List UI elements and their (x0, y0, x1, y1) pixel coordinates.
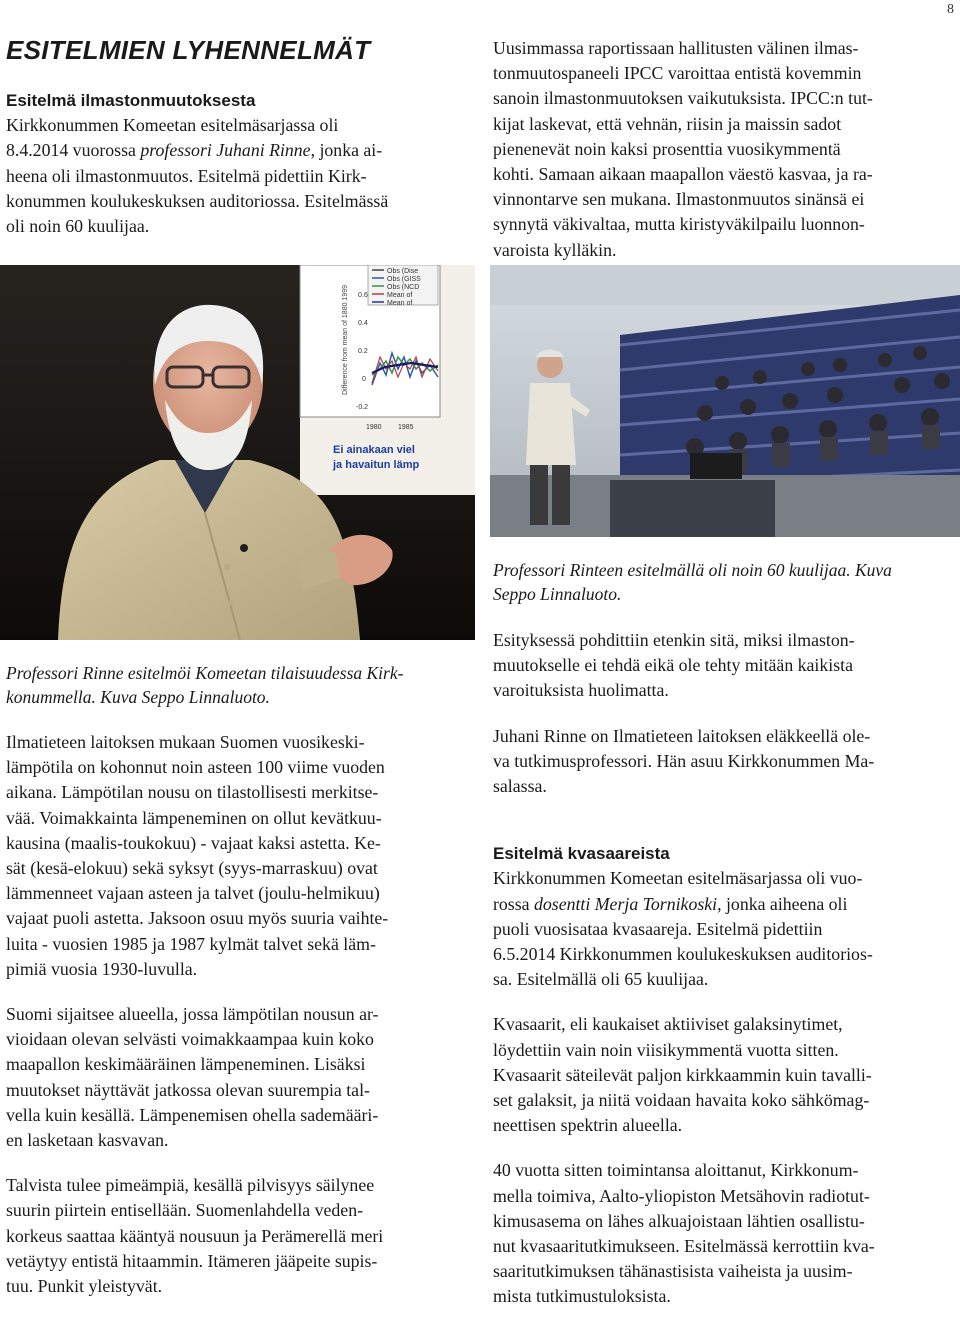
text-line: lämmenneet vajaan asteen ja talvet (joulu-helmikuu) (6, 883, 380, 904)
text-line: heena oli ilmastonmuutos. Esitelmä pidettiin Kirk- (6, 165, 367, 186)
slide-caption-line: Ei ainakaan viel (333, 444, 415, 456)
text-line: Talvista tulee pimeämpiä, kesällä pilvisyys säilynee (6, 1175, 375, 1196)
speaker-name: professori Juhani Rinne (140, 140, 311, 161)
text-line: tonmuutospaneeli IPCC varoittaa entistä kovemmin (493, 63, 862, 84)
text-line: konummen koulukeskuksen auditoriossa. Esitelmässä (6, 190, 389, 211)
text-line: Suomi sijaitsee alueella, jossa lämpötilan nousun ar- (6, 1004, 379, 1025)
audience-photo-caption: Professori Rinteen esitelmällä oli noin 60 kuulijaa. Kuva Seppo Linnaluoto. (493, 560, 892, 604)
text-line: kausina (maalis-toukokuu) - vajaat kaksi astetta. Ke- (6, 832, 381, 853)
subheading-quasar-talk: Esitelmä kvasaareista (493, 844, 670, 864)
text-line: suurin piirtein entisellään. Suomenlahdella veden- (6, 1200, 364, 1221)
text-line: en lasketaan kasvavan. (6, 1130, 169, 1151)
text-line: vinnontarve sen mukana. Ilmastonmuutos sinänsä ei (493, 189, 865, 210)
text-line: kohti. Samaan aikaan maapallon väestö kasvaa, ja ra- (493, 164, 873, 185)
slide-y-tick: -0.2 (356, 404, 369, 411)
text-line: pimiä vuosia 1930-luvulla. (6, 958, 198, 979)
text-line: Kirkkonummen Komeetan esitelmäsarjassa oli (6, 115, 339, 136)
subheading-climate-talk: Esitelmä ilmastonmuutoksesta (6, 91, 256, 110)
slide-legend-item: Obs (NCD (387, 284, 420, 291)
text-line: vetäytyy entistä hitaammin. Itämeren jääpeite supis- (6, 1250, 378, 1271)
speaker-bio-paragraph (493, 724, 955, 800)
text-line: aikana. Lämpötilan nousu on tilastollisesti merkitse- (6, 782, 379, 803)
text-line: muutokset näyttävät jatkossa olevan suurempia tal- (6, 1079, 370, 1100)
warming-region-paragraph (6, 1002, 476, 1153)
text-line: sanoin ilmastonmuutoksen vaikutuksista. IPCC:n tut- (493, 88, 873, 109)
text-line: neettisen spektrin alueella. (493, 1115, 683, 1136)
laptop (690, 453, 742, 479)
text-line: sa. Esitelmällä oli 65 kuulijaa. (493, 969, 709, 990)
text-line: vella kuin kesällä. Lämpenemisen ohella sademääri- (6, 1104, 379, 1125)
quasar-talk-intro (493, 841, 955, 992)
text-line: muutokselle ei tehdä eikä ole tehty mitään kaikista (493, 655, 853, 676)
text-line: vioidaan olevan selvästi voimakkaampaa kuin koko (6, 1029, 374, 1050)
speaker-name: dosentti Merja Tornikoski (534, 893, 718, 914)
text-line: sät (kesä-elokuu) sekä syksyt (syys-marraskuu) ovat (6, 858, 378, 879)
text-line: maapallon keskimääräinen lämpeneminen. Lisäksi (6, 1054, 366, 1075)
slide-legend-item: Obs (Dise (387, 268, 419, 275)
speaker-photo-caption: Professori Rinne esitelmöi Komeetan tilaisuudessa Kirk- konummella. Kuva Seppo Linnaluoto. (6, 663, 404, 707)
text-line: vajaat puoli astetta. Jaksoon osuu myös suuria vaihte- (6, 908, 389, 929)
text-line: luita - vuosien 1985 ja 1987 kylmät talvet sekä läm- (6, 933, 376, 954)
text-line: Uusimmassa raportissaan hallitusten välinen ilmas- (493, 38, 859, 58)
text-line: Kvasaarit, eli kaukaiset aktiiviset galaksinytimet, (493, 1014, 843, 1035)
text-line: 8.4.2014 vuorossa professori Juhani Rinne, jonka ai- (6, 140, 383, 161)
text-line: salassa. (493, 776, 547, 797)
slide-y-tick: 0 (362, 376, 366, 383)
text-line: oli noin 60 kuulijaa. (6, 216, 150, 237)
discussion-paragraph (493, 628, 955, 704)
text-line: 40 vuotta sitten toimintansa aloittanut, Kirkkonum- (493, 1160, 859, 1181)
text-line: löydettiin vain noin viisikymmentä vuotta sitten. (493, 1039, 839, 1060)
ipcc-paragraph (493, 36, 953, 263)
page-heading: ESITELMIEN LYHENNELMÄT (6, 35, 371, 65)
page-number: 8 (947, 2, 954, 17)
text-line: va tutkimusprofessori. Hän asuu Kirkkonummen Ma- (493, 750, 875, 771)
slide-y-tick: 0.6 (358, 292, 368, 299)
slide-legend-item: Mean of (387, 300, 413, 307)
text-line: 6.5.2014 Kirkkonummen koulukeskuksen auditorios- (493, 944, 873, 965)
text-line: varoituksista huolimatta. (493, 680, 669, 701)
text-line: kimusasema on lähes alkuajoistaan lähtien osallistu- (493, 1210, 865, 1231)
quasar-description-paragraph (493, 1012, 955, 1138)
slide-x-tick: 1980 (366, 424, 382, 431)
text-line: vää. Voimakkainta lämpeneminen on ollut kevätkuu- (6, 807, 382, 828)
text-line: set galaksit, ja niitä voidaan havaita koko sähkömag- (493, 1090, 870, 1111)
text-line: synnytä väkivaltaa, mutta kiristyväkilpailu luonnon- (493, 214, 865, 235)
text-line: pienenevät noin kaksi prosenttia vuosikymmentä (493, 138, 841, 159)
slide-caption-line: ja havaitun lämp (333, 459, 420, 471)
text-line: mista tutkimustuloksista. (493, 1286, 671, 1307)
audience-photo (490, 265, 960, 537)
slide-y-label: Difference from mean of 1880 1999 (342, 285, 349, 395)
left-body (6, 730, 476, 1299)
text-line: lämpötila on kohonnut noin asteen 100 viime vuoden (6, 757, 385, 778)
text-line: varoista kylläkin. (493, 239, 617, 260)
slide-legend-item: Mean of (387, 292, 413, 299)
climate-talk-intro (6, 88, 476, 239)
slide-y-tick: 0.2 (358, 348, 368, 355)
winter-outlook-paragraph (6, 1173, 476, 1299)
text-line: Esityksessä pohdittiin etenkin sitä, miksi ilmaston- (493, 630, 855, 650)
speaker-photo (0, 265, 475, 640)
text-line: nut kvasaaritutkimukseen. Esitelmässä kerrottiin kva- (493, 1236, 875, 1257)
text-line: Kvasaarit säteilevät paljon kirkkaammin kuin tavalli- (493, 1064, 872, 1085)
slide-x-tick: 1985 (398, 424, 414, 431)
finland-temperature-paragraph (6, 730, 476, 982)
text-line: korkeus saattaa kääntyä nousuun ja Perämerellä meri (6, 1225, 384, 1246)
text-line: kijat laskevat, että vehnän, riisin ja maissin sadot (493, 113, 842, 134)
projected-slide (300, 265, 475, 495)
slide-y-tick: 0.4 (358, 320, 368, 327)
slide-legend-item: Obs (GISS (387, 276, 421, 283)
text-line: Kirkkonummen Komeetan esitelmäsarjassa oli vuo- (493, 868, 863, 889)
text-line: rossa dosentti Merja Tornikoski, jonka aiheena oli (493, 893, 848, 914)
text-line: Ilmatieteen laitoksen mukaan Suomen vuosikeski- (6, 732, 365, 752)
text-line: Juhani Rinne on Ilmatieteen laitoksen eläkkeellä ole- (493, 725, 871, 746)
text-line: mella toimiva, Aalto-yliopiston Metsähovin radiotut- (493, 1185, 870, 1206)
text-line: saaritutkimuksen tähänastisista vaiheista ja uusim- (493, 1261, 853, 1282)
text-line: puoli vuosisataa kvasaareja. Esitelmä pidettiin (493, 918, 823, 939)
metsahovi-paragraph (493, 1158, 955, 1309)
right-body (493, 628, 955, 1310)
text-line: tuu. Punkit yleistyvät. (6, 1276, 163, 1297)
